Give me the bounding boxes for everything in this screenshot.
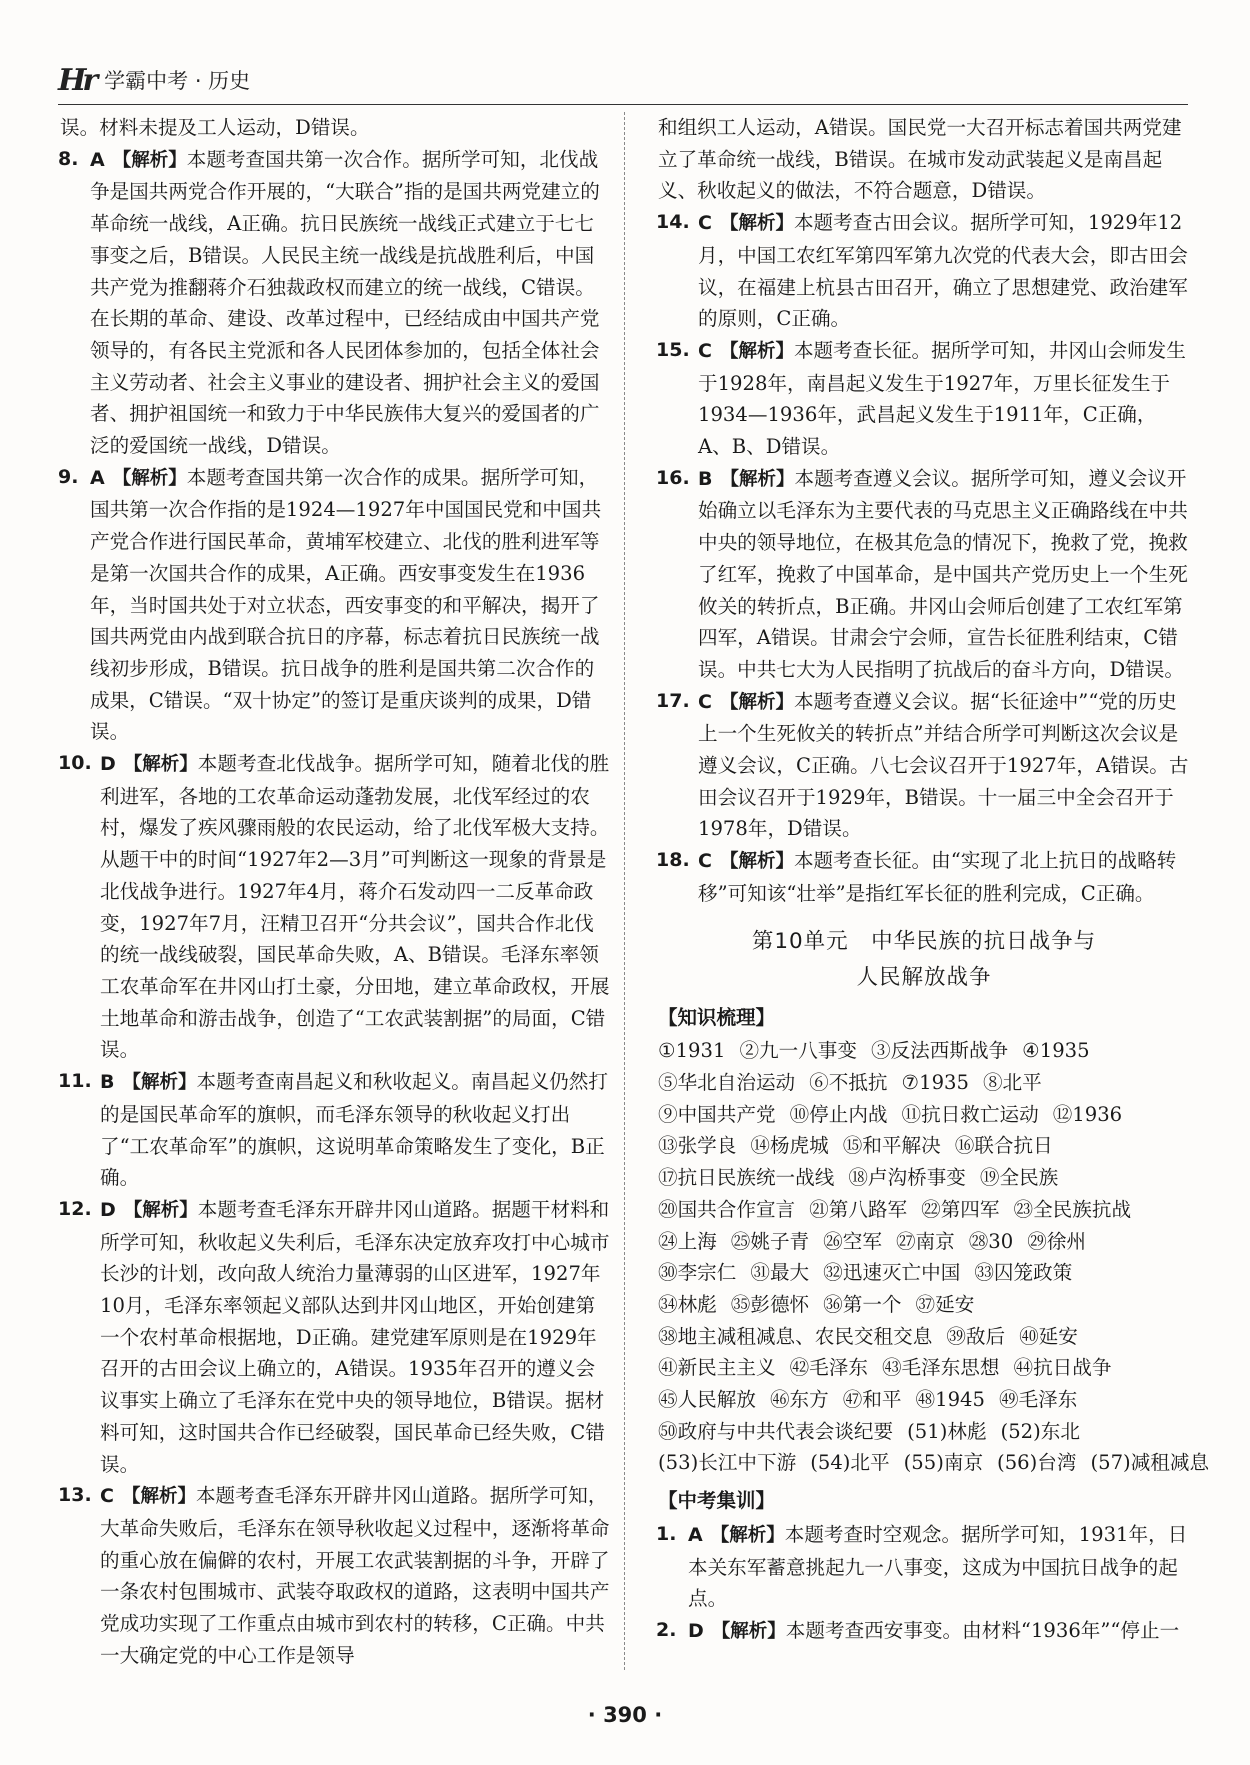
analysis-tag: 【解析】: [112, 467, 187, 489]
knowledge-term: ⑩停止内战: [789, 1102, 888, 1126]
knowledge-line: [658, 1447, 1210, 1479]
knowledge-term: ⑪抗日救亡运动: [901, 1102, 1039, 1126]
knowledge-term: ㉘30: [968, 1229, 1014, 1253]
analysis-tag: 【解析】: [710, 1524, 785, 1546]
question-number: 17.: [656, 689, 690, 712]
knowledge-line: [658, 1384, 1190, 1416]
right-answer-list: [658, 207, 1190, 909]
question-number: 8.: [58, 147, 79, 170]
question-number: 13.: [58, 1484, 92, 1507]
knowledge-term: ⑮和平解决: [842, 1134, 941, 1158]
left-lead-text: 误。材料未提及工人运动，D错误。: [60, 116, 370, 139]
analysis-tag: 【解析】: [719, 213, 794, 235]
knowledge-term: ⑱卢沟桥事变: [848, 1166, 966, 1190]
question-number: 9.: [58, 465, 79, 488]
knowledge-line: [658, 1067, 1190, 1099]
answer-item: [658, 845, 1190, 909]
answer-item: [658, 335, 1190, 463]
header-rule: [58, 104, 1188, 105]
knowledge-term: ⑨中国共产党: [658, 1102, 776, 1126]
knowledge-line: [658, 1289, 1190, 1321]
explanation-text: 本题考查遵义会议。据“长征途中”“党的历史上一个生死攸关的转折点”并结合所学可判断这次会议是遵义会议，C正确。八七会议召开于1927年，A错误。古田会议召开于1929年，B错误。十一届三中全会召开于1978年，D错误。: [698, 689, 1189, 841]
knowledge-line: [658, 1321, 1190, 1353]
answer-item: [658, 207, 1190, 335]
knowledge-term: ⑫1936: [1052, 1102, 1123, 1126]
knowledge-term: (57)减租减息: [1090, 1451, 1210, 1475]
knowledge-term: ②九一八事变: [739, 1039, 857, 1063]
analysis-tag: 【解析】: [121, 1486, 196, 1508]
page-number: · 390 ·: [587, 1703, 663, 1727]
exam-answer-list: [658, 1519, 1190, 1648]
knowledge-term: ㉗南京: [895, 1229, 955, 1253]
answer-letter: A: [688, 1523, 703, 1546]
knowledge-term: ㊴敌后: [946, 1324, 1006, 1348]
knowledge-term: ㉕姚子青: [730, 1229, 810, 1253]
question-number: 12.: [58, 1197, 92, 1220]
knowledge-term: ⑭杨虎城: [750, 1134, 829, 1158]
knowledge-term: ㊹抗日战争: [1013, 1356, 1112, 1380]
knowledge-term: ⑰抗日民族统一战线: [658, 1166, 835, 1190]
knowledge-term: ①1931: [658, 1039, 726, 1063]
knowledge-term: ⑲全民族: [979, 1166, 1059, 1190]
knowledge-term: ⑦1935: [901, 1070, 969, 1094]
left-answer-list: [60, 144, 612, 1672]
question-number: 14.: [656, 211, 690, 234]
knowledge-term: ㊿政府与中共代表会谈纪要: [658, 1419, 894, 1443]
answer-item: [658, 686, 1190, 846]
right-column: [656, 112, 1210, 1648]
knowledge-term: ㊼和平: [842, 1388, 902, 1412]
answer-item: [60, 1480, 612, 1671]
left-column: [60, 112, 612, 1671]
knowledge-term: ㊶新民主主义: [658, 1356, 776, 1380]
knowledge-section-header: 【知识梳理】: [658, 1005, 776, 1029]
knowledge-term: ㊲延安: [915, 1292, 975, 1316]
knowledge-term: ㊺人民解放: [658, 1388, 756, 1412]
answer-item: [60, 144, 612, 462]
question-number: 16.: [656, 466, 690, 489]
question-number: 1.: [656, 1522, 677, 1545]
answer-item: [60, 1194, 612, 1480]
knowledge-term: (51)林彪: [907, 1419, 987, 1443]
knowledge-term: ⑧北平: [982, 1070, 1042, 1094]
knowledge-line: [658, 1226, 1190, 1258]
analysis-tag: 【解析】: [720, 468, 795, 490]
explanation-text: 本题考查国共第一次合作。据所学可知，北伐战争是国共两党合作开展的，“大联合”指的是国共两党建立的革命统一战线，A正确。抗日民族统一战线正式建立于七七事变之后，B错误。人民民主统一战线是抗战胜利后，中国共产党为推翻蒋介石独裁政权而建立的统一战线，C错误。在长期的革命、建设、改革过程中，已经结成由中国共产党领导的，有各民主党派和各人民团体参加的，包括全体社会主义劳动者、社会主义事业的建设者、拥护社会主义的爱国者、拥护祖国统一和致力于中华民族伟大复兴的爱国者的广泛的爱国统一战线，D错误。: [90, 147, 600, 458]
answer-item: [60, 748, 612, 1066]
knowledge-term: (52)东北: [1000, 1419, 1080, 1443]
knowledge-term: ㉖空军: [823, 1229, 882, 1253]
analysis-tag: 【解析】: [719, 851, 794, 873]
knowledge-term: ㉜迅速灭亡中国: [823, 1261, 961, 1285]
exam-answer-item: [658, 1519, 1190, 1615]
answer-letter: D: [688, 1619, 704, 1642]
knowledge-term: (55)南京: [903, 1451, 984, 1475]
knowledge-term: ㉝囚笼政策: [974, 1261, 1073, 1285]
knowledge-line: [658, 1352, 1190, 1384]
explanation-text: 本题考查古田会议。据所学可知，1929年12月，中国工农红军第四军第九次党的代表大会，即古田会议，在福建上杭县古田召开，确立了思想建党、政治建军的原则，C正确。: [698, 211, 1188, 331]
knowledge-term: ㊱第一个: [823, 1292, 902, 1316]
knowledge-term: ㉑第八路军: [809, 1197, 908, 1221]
knowledge-term: ㊷毛泽东: [789, 1356, 868, 1380]
explanation-text: 本题考查毛泽东开辟井冈山道路。据所学可知，大革命失败后，毛泽东在领导秋收起义过程中，逐渐将革命的重心放在偏僻的农村，开展工农武装割据的斗争，开辟了一条农村包围城市、武装夺取政权的道路，这表明中国共产党成功实现了工作重点由城市到农村的转移，C正确。中共一大确定党的中心工作是领导: [100, 1484, 610, 1667]
analysis-tag: 【解析】: [123, 1199, 198, 1221]
analysis-tag: 【解析】: [122, 1072, 197, 1094]
question-number: 11.: [58, 1070, 92, 1093]
knowledge-term: ㊵延安: [1019, 1324, 1078, 1348]
knowledge-line: [658, 1099, 1190, 1131]
analysis-tag: 【解析】: [112, 149, 187, 171]
analysis-tag: 【解析】: [711, 1620, 786, 1642]
answer-letter: B: [698, 467, 713, 490]
knowledge-term: ③反法西斯战争: [871, 1039, 1009, 1063]
knowledge-line: [658, 1416, 1190, 1448]
answer-letter: C: [100, 1485, 114, 1508]
knowledge-term: ⑤华北自治运动: [658, 1070, 796, 1094]
knowledge-term: ㉒第四军: [921, 1197, 1000, 1221]
answer-letter: A: [90, 148, 105, 171]
question-number: 2.: [656, 1618, 677, 1641]
exam-section-header: 【中考集训】: [658, 1489, 776, 1513]
brand-logo: Hr: [58, 62, 95, 98]
answer-letter: C: [698, 850, 712, 873]
analysis-tag: 【解析】: [719, 691, 794, 713]
answer-letter: B: [100, 1071, 115, 1094]
knowledge-term: ㉟彭德怀: [730, 1292, 810, 1316]
knowledge-term: ㊸毛泽东思想: [881, 1356, 1000, 1380]
page-header: [58, 60, 250, 100]
answer-letter: A: [90, 466, 105, 489]
column-divider: [624, 112, 625, 1670]
knowledge-term: ㊻东方: [769, 1388, 829, 1412]
knowledge-term: ㊾毛泽东: [999, 1388, 1078, 1412]
question-number: 18.: [656, 849, 690, 872]
question-number: 15.: [656, 338, 690, 361]
knowledge-term: ⑳国共合作宣言: [658, 1197, 796, 1221]
knowledge-line: [658, 1194, 1190, 1226]
knowledge-term: ㉓全民族抗战: [1013, 1197, 1132, 1221]
answer-letter: C: [698, 339, 712, 362]
knowledge-term: ㊳地主减租减息、农民交租交息: [658, 1324, 933, 1348]
right-lead-text: 和组织工人运动，A错误。国民党一大召开标志着国共两党建立了革命统一战线，B错误。在城市发动武装起义是南昌起义、秋收起义的做法，不符合题意，D错误。: [658, 116, 1182, 203]
analysis-tag: 【解析】: [719, 340, 794, 362]
unit-title: [658, 924, 1190, 996]
analysis-tag: 【解析】: [123, 754, 198, 776]
unit-title-line-1: 第10单元 中华民族的抗日战争与: [751, 928, 1097, 954]
unit-title-line-2: 人民解放战争: [856, 964, 992, 990]
answer-item: [658, 463, 1190, 686]
answer-letter: D: [100, 753, 116, 776]
explanation-text: 本题考查国共第一次合作的成果。据所学可知，国共第一次合作指的是1924—1927年中国国民党和中国共产党合作进行国民革命，黄埔军校建立、北伐的胜利进军等是第一次国共合作的成果，A正确。西安事变发生在1936年，当时国共处于对立状态，西安事变的和平解决，揭开了国共两党由内战到联合抗日的序幕，标志着抗日民族统一战线初步形成，B错误。抗日战争的胜利是国共第二次合作的成果，C错误。“双十协定”的签订是重庆谈判的成果，D错误。: [90, 465, 602, 744]
knowledge-term: (53)长江中下游: [658, 1451, 797, 1475]
answer-letter: C: [698, 212, 712, 235]
explanation-text: 本题考查毛泽东开辟井冈山道路。据题干材料和所学可知，秋收起义失利后，毛泽东决定放弃攻打中心城市长沙的计划，改向敌人统治力量薄弱的山区进军，1927年10月，毛泽东率领起义部队达到井冈山地区，开始创建第一个农村革命根据地，D正确。建党建军原则是在1929年召开的古田会议上确立的，A错误。1935年召开的遵义会议事实上确立了毛泽东在党中央的领导地位，B错误。据材料可知，这时国共合作已经破裂，国民革命已经失败，C错误。: [100, 1197, 610, 1476]
explanation-text: 本题考查长征。由“实现了北上抗日的战略转移”可知该“壮举”是指红军长征的胜利完成，C正确。: [698, 849, 1177, 905]
explanation-text: 本题考查长征。据所学可知，井冈山会师发生于1928年，南昌起义发生于1927年，万里长征发生于1934—1936年，武昌起义发生于1911年，C正确，A、B、D错误。: [698, 338, 1186, 459]
knowledge-term: ⑥不抵抗: [809, 1070, 888, 1094]
knowledge-term: (56)台湾: [997, 1451, 1077, 1475]
question-number: 10.: [58, 752, 92, 775]
knowledge-term: ㉛最大: [750, 1261, 810, 1285]
knowledge-term: ⑬张学良: [658, 1134, 737, 1158]
explanation-text: 本题考查遵义会议。据所学可知，遵义会议开始确立以毛泽东为主要代表的马克思主义正确路线在中共中央的领导地位，在极其危急的情况下，挽救了党，挽救了红军，挽救了中国革命，是中国共产党历史上一个生死攸关的转折点，B正确。井冈山会师后创建了工农红军第四军，A错误。甘肃会宁会师，宣告长征胜利结束，C错误。中共七大为人民指明了抗战后的奋斗方向，D错误。: [698, 466, 1188, 681]
knowledge-term: ⑯联合抗日: [954, 1134, 1053, 1158]
knowledge-term: ④1935: [1022, 1039, 1090, 1063]
knowledge-line: [658, 1162, 1190, 1194]
explanation-text: 本题考查南昌起义和秋收起义。南昌起义仍然打的是国民革命军的旗帜，而毛泽东领导的秋收起义打出了“工农革命军”的旗帜，这说明革命策略发生了变化，B正确。: [100, 1070, 608, 1190]
knowledge-list: [658, 1035, 1210, 1479]
knowledge-term: ㊽1945: [915, 1388, 985, 1412]
answer-letter: C: [698, 690, 712, 713]
knowledge-term: (54)北平: [810, 1451, 890, 1475]
explanation-text: 本题考查西安事变。由材料“1936年”“停止一: [785, 1618, 1180, 1642]
explanation-text: 本题考查时空观念。据所学可知，1931年，日本关东军蓄意挑起九一八事变，这成为中国抗日战争的起点。: [688, 1522, 1188, 1611]
answer-item: [60, 1066, 612, 1194]
knowledge-line: [658, 1035, 1190, 1067]
exam-answer-item: [658, 1615, 1190, 1648]
knowledge-term: ㉞林彪: [658, 1292, 717, 1316]
answer-letter: D: [100, 1198, 116, 1221]
book-title: 学霸中考 · 历史: [104, 69, 251, 93]
knowledge-term: ㉚李宗仁: [658, 1261, 737, 1285]
knowledge-term: ㉙徐州: [1027, 1229, 1087, 1253]
knowledge-line: [658, 1130, 1190, 1162]
knowledge-term: ㉔上海: [658, 1229, 717, 1253]
answer-item: [60, 462, 612, 748]
explanation-text: 本题考查北伐战争。据所学可知，随着北伐的胜利进军，各地的工农革命运动蓬勃发展，北伐军经过的农村，爆发了疾风骤雨般的农民运动，给了北伐军极大支持。从题干中的时间“1927年2—3月”可判断这一现象的背景是北伐战争进行。1927年4月，蒋介石发动四一二反革命政变，1927年7月，汪精卫召开“分共会议”，国共合作北伐的统一战线破裂，国民革命失败，A、B错误。毛泽东率领工农革命军在井冈山打土豪，分田地，建立革命政权，开展土地革命和游击战争，创造了“工农武装割据”的局面，C错误。: [100, 752, 610, 1062]
knowledge-line: [658, 1257, 1190, 1289]
